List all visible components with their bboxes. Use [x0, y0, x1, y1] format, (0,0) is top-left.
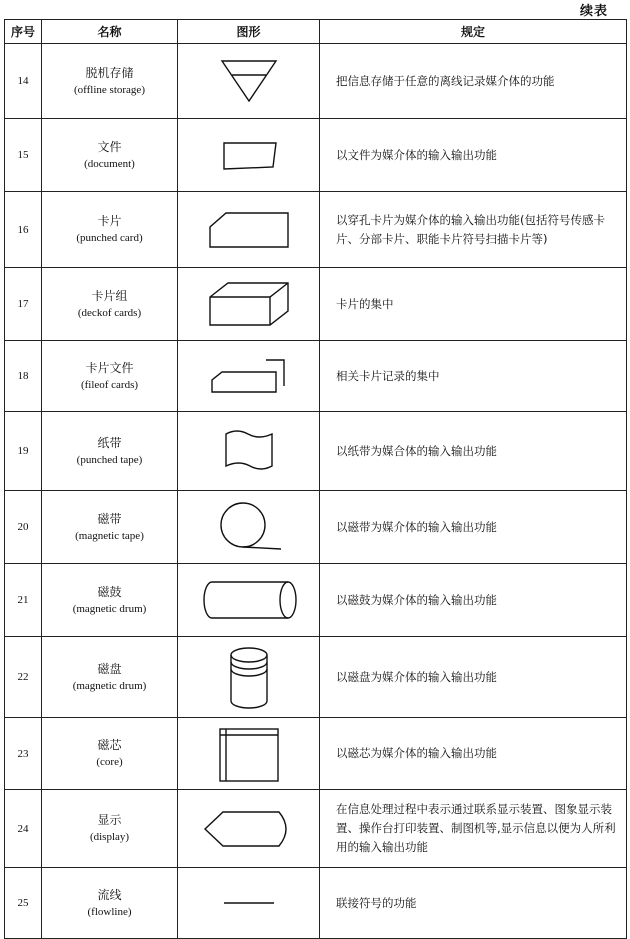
symbol-name-zh: 卡片文件	[85, 360, 134, 375]
symbol-rule: 以磁盘为媒介体的输入输出功能	[320, 637, 627, 718]
symbol-name-zh: 脱机存储	[85, 65, 134, 80]
symbol-name-zh: 卡片	[97, 214, 122, 228]
symbol-name-en: (punched tape)	[76, 453, 143, 466]
row-number: 17	[5, 268, 42, 341]
table-row	[5, 491, 627, 564]
row-number: 20	[5, 491, 42, 564]
symbol-rule: 以磁鼓为媒介体的输入输出功能	[320, 564, 627, 637]
deck-of-cards-icon	[204, 277, 294, 331]
symbol-name	[42, 192, 178, 268]
row-number: 14	[5, 44, 42, 119]
symbol-shape	[178, 412, 320, 491]
table-row	[5, 412, 627, 491]
flowline-icon	[214, 893, 284, 913]
punched-tape-icon	[214, 426, 284, 476]
table-row	[5, 119, 627, 192]
row-number: 25	[5, 868, 42, 939]
punched-card-icon	[204, 207, 294, 253]
display-icon	[199, 806, 299, 852]
header-shape: 图形	[178, 20, 320, 44]
symbol-name	[42, 412, 178, 491]
symbol-name	[42, 268, 178, 341]
symbol-shape	[178, 119, 320, 192]
row-number: 15	[5, 119, 42, 192]
symbol-name	[42, 44, 178, 119]
table-row	[5, 637, 627, 718]
row-number: 18	[5, 341, 42, 412]
symbol-name-en: (magnetic tape)	[75, 529, 144, 542]
symbol-name-zh: 卡片组	[91, 288, 128, 303]
symbol-name	[42, 718, 178, 790]
symbol-name-zh: 磁芯	[97, 738, 122, 752]
header-name: 名称	[42, 20, 178, 44]
header-index: 序号	[5, 20, 42, 44]
symbol-name-en: (magnetic drum)	[72, 602, 147, 615]
table-continued-caption: 续表	[579, 4, 608, 19]
symbol-name	[42, 341, 178, 412]
symbol-name	[42, 491, 178, 564]
table-row	[5, 718, 627, 790]
symbol-shape	[178, 44, 320, 119]
table-row	[5, 564, 627, 637]
symbol-rule: 在信息处理过程中表示通过联系显示装置、图象显示装置、操作台打印装置、制图机等,显示信息以便为人所利用的输入输出功能	[320, 790, 627, 868]
symbol-shape	[178, 790, 320, 868]
table-row	[5, 868, 627, 939]
table-header-row	[5, 20, 627, 44]
symbol-shape	[178, 192, 320, 268]
symbol-name-zh: 磁盘	[97, 661, 122, 676]
row-number: 16	[5, 192, 42, 268]
symbol-shape	[178, 491, 320, 564]
row-number: 19	[5, 412, 42, 491]
symbol-rule: 以文件为媒介体的输入输出功能	[320, 119, 627, 192]
core-icon	[214, 723, 284, 785]
offline-storage-triangle-icon	[214, 57, 284, 105]
symbol-name-zh: 文件	[97, 139, 122, 154]
row-number: 22	[5, 637, 42, 718]
symbol-name	[42, 637, 178, 718]
row-number: 21	[5, 564, 42, 637]
symbol-name-zh: 磁鼓	[97, 584, 122, 599]
symbol-name-zh: 磁带	[97, 511, 122, 526]
symbol-rule: 以纸带为媒合体的输入输出功能	[320, 412, 627, 491]
symbol-rule: 把信息存储于任意的离线记录媒介体的功能	[320, 44, 627, 119]
symbol-shape	[178, 868, 320, 939]
table-row	[5, 790, 627, 868]
symbol-rule: 相关卡片记录的集中	[320, 341, 627, 412]
file-of-cards-icon	[204, 354, 294, 398]
row-number: 24	[5, 790, 42, 868]
symbol-rule: 以磁芯为媒介体的输入输出功能	[320, 718, 627, 790]
symbol-shape	[178, 564, 320, 637]
symbol-name-zh: 显示	[97, 813, 122, 827]
symbol-shape	[178, 637, 320, 718]
symbol-rule: 以穿孔卡片为媒介体的输入输出功能(包括符号传感卡片、分部卡片、职能卡片符号扫描卡片等)	[320, 192, 627, 268]
document-icon	[214, 137, 284, 173]
symbol-name-en: (display)	[89, 831, 130, 843]
magnetic-drum-icon	[194, 576, 304, 624]
symbol-rule: 联接符号的功能	[320, 868, 627, 939]
symbol-shape	[178, 341, 320, 412]
symbol-rule: 以磁带为媒介体的输入输出功能	[320, 491, 627, 564]
symbol-name-en: (deckof cards)	[77, 306, 142, 319]
flowchart-symbol-table	[4, 19, 627, 939]
symbol-name-en: (document)	[84, 157, 135, 170]
symbol-name-zh: 流线	[97, 887, 122, 902]
table-row	[5, 44, 627, 119]
row-number: 23	[5, 718, 42, 790]
symbol-name-en: (core)	[96, 756, 123, 768]
symbol-name-en: (punched card)	[76, 232, 143, 244]
symbol-name-zh: 纸带	[97, 435, 122, 450]
symbol-shape	[178, 268, 320, 341]
magnetic-tape-icon	[209, 499, 289, 555]
symbol-name-en: (magnetic drum)	[72, 679, 147, 692]
magnetic-disk-icon	[219, 643, 279, 711]
symbol-name-en: (flowline)	[87, 905, 132, 918]
table-row	[5, 268, 627, 341]
table-row	[5, 192, 627, 268]
symbol-rule: 卡片的集中	[320, 268, 627, 341]
symbol-name	[42, 790, 178, 868]
symbol-name	[42, 119, 178, 192]
header-rule: 规定	[320, 20, 627, 44]
symbol-name-en: (fileof cards)	[80, 378, 139, 391]
table-row	[5, 341, 627, 412]
symbol-shape	[178, 718, 320, 790]
symbol-name	[42, 564, 178, 637]
symbol-name-en: (offline storage)	[74, 83, 145, 96]
symbol-name	[42, 868, 178, 939]
